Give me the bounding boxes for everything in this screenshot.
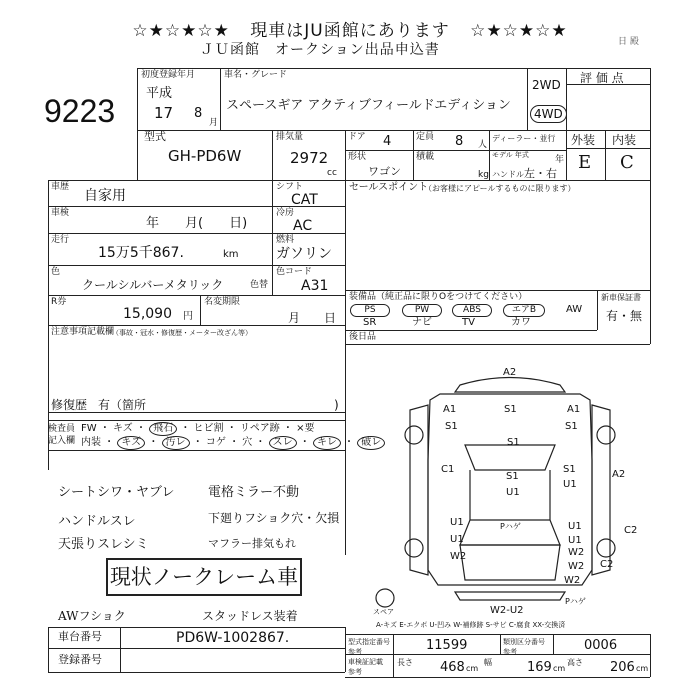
- vehicle-name: スペースギア アクティブフィールドエディション: [226, 98, 511, 113]
- notes-label: 注意事項記載欄: [51, 327, 115, 337]
- dmg-s1-top-l: S1: [504, 404, 517, 415]
- ac-value: AC: [293, 218, 313, 234]
- capacity-unit: 人: [478, 140, 488, 150]
- stars-right: ☆★☆★☆★: [470, 21, 568, 41]
- doors-label: ドア: [348, 132, 366, 142]
- dmg-w2-u2-rear: W2-U2: [490, 605, 524, 616]
- equip-navi: ナビ: [412, 317, 432, 328]
- height-value: 206: [610, 660, 635, 675]
- load-label: 積載: [416, 152, 435, 162]
- dmg-u1-rear-l2: U1: [450, 534, 464, 545]
- handle-value: 左・右: [524, 167, 557, 180]
- notice-text: 現車はJU函館にあります: [250, 21, 450, 41]
- class-no-label: 類別区分番号 参考: [503, 638, 545, 656]
- registration-year: 17: [154, 104, 174, 122]
- owner-book-value: 有・無: [606, 309, 643, 323]
- history-value: 自家用: [84, 188, 126, 204]
- capacity-label: 定員: [416, 132, 435, 142]
- class-no-value: 0006: [584, 638, 618, 653]
- note-left-3: 天張りスレシミ: [58, 537, 149, 552]
- spare-label: スペア: [373, 608, 394, 616]
- exterior-score: E: [578, 152, 592, 173]
- dmg-a2-right: A2: [612, 469, 626, 480]
- dmg-u1-right-a: U1: [568, 521, 582, 532]
- capacity-value: 8: [455, 134, 464, 149]
- inspector-label: 検査員: [48, 424, 76, 434]
- length-unit: cm: [466, 664, 479, 673]
- color-no-label: 色替: [250, 280, 269, 290]
- note-bottom-right: スタッドレス装着: [202, 609, 298, 623]
- inspector-label-2: 記入欄: [48, 436, 76, 446]
- inspection-row-2: 内装 ・ キズ ・ 汚レ ・ コゲ ・ 穴 ・ スレ ・ キレ ・ 破レ: [81, 436, 385, 450]
- repair-close: ): [334, 398, 339, 412]
- notes-sub: （事故・冠水・修復歴・メーター改ざん等）: [112, 329, 252, 337]
- equip-ps: PS: [350, 304, 390, 317]
- dmg-s1-right: S1: [565, 421, 578, 432]
- owner-book-label: 新車保証書: [601, 293, 641, 302]
- dmg-u1-rear-l: U1: [450, 517, 464, 528]
- inspection-row-1: FW ・ キズ ・ 飛石 ・ ヒビ割 ・ リペア跡 ・ ×要: [81, 423, 315, 434]
- color-value: クールシルバーメタリック: [82, 278, 224, 292]
- fuel-value: ガソリン: [276, 246, 332, 262]
- registration-era: 平成: [146, 86, 173, 101]
- mileage-unit: km: [223, 249, 239, 260]
- insp-hole: 穴: [242, 437, 253, 448]
- model-value: GH-PD6W: [168, 147, 242, 165]
- sales-points-label: セールスポイント: [349, 182, 429, 193]
- vin-value: PD6W-1002867.: [176, 630, 290, 646]
- registration-month: 8: [194, 106, 203, 121]
- dmg-u1-center: U1: [506, 487, 520, 498]
- insp-scratch: キズ: [113, 423, 133, 434]
- drive-4wd: 4WD: [530, 105, 567, 123]
- recycle-label: R券: [51, 297, 67, 307]
- model-label: 型式: [144, 130, 166, 143]
- drive-2wd: 2WD: [532, 78, 561, 92]
- dmg-s1-left: S1: [445, 421, 458, 432]
- inspection-label: 車検: [51, 208, 70, 218]
- exterior-label: 外装: [571, 133, 596, 147]
- no-claim-stamp-text: 現状ノークレーム車: [109, 565, 299, 589]
- damage-legend: A-キズ E-エクボ U-凹み W-補修跡 S-サビ C-腐食 XX-交換済: [376, 621, 566, 629]
- type-no-label: 型式指定番号 参考: [348, 638, 390, 656]
- equip-leather: カワ: [511, 317, 531, 328]
- history-label: 車歴: [51, 182, 70, 192]
- name-change-value: 月 日: [288, 311, 337, 325]
- insp-int-scratch: キズ: [117, 436, 145, 450]
- interior-label: 内装: [612, 133, 637, 147]
- load-unit: kg: [478, 170, 489, 180]
- dmg-c2-right: C2: [624, 525, 638, 536]
- dmg-w2-lower: W2: [564, 575, 581, 586]
- vin-label: 車台番号: [58, 630, 102, 643]
- color-code-value: A31: [301, 278, 329, 294]
- repair-value: 有（箇所: [98, 398, 147, 412]
- shift-label: シフト: [276, 182, 304, 192]
- equip-aw: AW: [566, 304, 583, 315]
- equip-airbag: エアB: [503, 304, 545, 317]
- corner-mark: 日 殿: [618, 37, 639, 47]
- dmg-s1-side-r: S1: [563, 464, 576, 475]
- fuel-label: 燃料: [276, 235, 295, 245]
- dmg-w2-right-a: W2: [568, 547, 585, 558]
- equip-pw: PW: [402, 304, 442, 317]
- dmg-p-hage-2: Pハゲ: [565, 597, 586, 606]
- color-code-label: 色コード: [276, 267, 313, 277]
- type-no-value: 11599: [426, 638, 468, 653]
- insp-fw: FW: [81, 423, 97, 434]
- note-right-1: 電格ミラー不動: [208, 485, 300, 500]
- insp-wear: スレ: [269, 436, 297, 450]
- rating-label: 評 価 点: [580, 71, 624, 85]
- vehicle-name-label: 車名・グレード: [224, 70, 288, 80]
- equip-abs: ABS: [452, 304, 492, 317]
- height-label: 高さ: [567, 658, 583, 667]
- displacement-value: 2972: [290, 149, 329, 167]
- after-items-label: 後日品: [349, 332, 377, 342]
- width-unit: cm: [553, 664, 566, 673]
- model-year-unit: 年: [555, 155, 565, 165]
- insp-need: ×要: [296, 423, 315, 434]
- note-left-2: ハンドルスレ: [58, 514, 136, 529]
- doors-value: 4: [383, 134, 392, 149]
- note-left-1: シートシワ・ヤブレ: [58, 485, 175, 500]
- dmg-w2-right-b: W2: [568, 561, 585, 572]
- dmg-s1-mid: S1: [507, 437, 520, 448]
- dmg-u1-right-b: U1: [568, 535, 582, 546]
- handle-label: ハンドル: [492, 170, 524, 179]
- equipment-label: 装備品（純正品に限りOをつけてください）: [349, 292, 528, 302]
- displacement-label: 排気量: [276, 132, 304, 142]
- insp-crack: ヒビ割: [193, 423, 224, 434]
- equip-tv: TV: [462, 317, 475, 328]
- displacement-unit: cc: [327, 168, 337, 178]
- dealer-label: ディーラー・並行: [492, 134, 556, 143]
- mileage-value: 15万5千867.: [98, 245, 184, 261]
- insp-repair: リペア跡: [239, 423, 280, 434]
- dmg-a1-left: A1: [443, 404, 457, 415]
- shift-value: CAT: [291, 192, 318, 208]
- lot-number: 9223: [44, 93, 116, 129]
- reg-label: 登録番号: [58, 653, 102, 666]
- note-bottom-left: AWフショク: [58, 609, 126, 623]
- dmg-a2-top: A2: [503, 367, 517, 378]
- ac-label: 冷房: [276, 208, 295, 218]
- insp-burn: コゲ: [205, 437, 226, 448]
- length-value: 468: [440, 660, 465, 675]
- height-unit: cm: [636, 664, 649, 673]
- color-label: 色: [51, 267, 61, 277]
- equip-sr: SR: [363, 317, 377, 328]
- insp-cut: キレ: [313, 436, 341, 450]
- shape-value: ワゴン: [368, 165, 401, 178]
- registration-month-unit: 月: [209, 118, 219, 128]
- insp-interior: 内装: [81, 437, 101, 448]
- stars-left: ☆★☆★☆★: [132, 21, 230, 41]
- dmg-u1-side-r: U1: [563, 479, 577, 490]
- insp-chip: 飛石: [149, 422, 177, 436]
- mileage-label: 走行: [51, 235, 70, 245]
- note-right-3: マフラー排気もれ: [208, 537, 296, 550]
- dmg-a1-right: A1: [567, 404, 581, 415]
- length-label: 長さ: [397, 658, 413, 667]
- registration-label: 初度登録年月: [141, 70, 196, 80]
- form-title: ＪＵ函館 オークション出品申込書: [200, 42, 440, 58]
- dmg-w2-left: W2: [450, 551, 467, 562]
- width-label: 幅: [484, 658, 492, 667]
- shape-label: 形状: [348, 152, 367, 162]
- dmg-c1: C1: [441, 464, 455, 475]
- name-change-label: 名変期限: [204, 297, 241, 307]
- dmg-p-hage-1: Pハゲ: [500, 522, 521, 531]
- cert-label: 車検証記載 参考: [348, 658, 383, 676]
- recycle-unit: 円: [183, 311, 193, 322]
- dmg-c2-lower: C2: [600, 559, 614, 570]
- recycle-value: 15,090: [123, 306, 172, 322]
- inspection-value: 年 月( 日): [146, 216, 248, 231]
- dmg-s1-center: S1: [506, 471, 519, 482]
- model-year-label: モデル 年式: [492, 151, 529, 159]
- insp-tear: 破レ: [357, 436, 385, 450]
- insp-stain: 汚レ: [162, 436, 190, 450]
- interior-score: C: [620, 152, 634, 173]
- repair-label: 修復歴: [51, 398, 88, 412]
- sales-points-sub: （お客様にアピールするものに限ります）: [424, 184, 576, 193]
- width-value: 169: [527, 660, 552, 675]
- note-right-2: 下廻りフショク穴・欠損: [208, 511, 340, 525]
